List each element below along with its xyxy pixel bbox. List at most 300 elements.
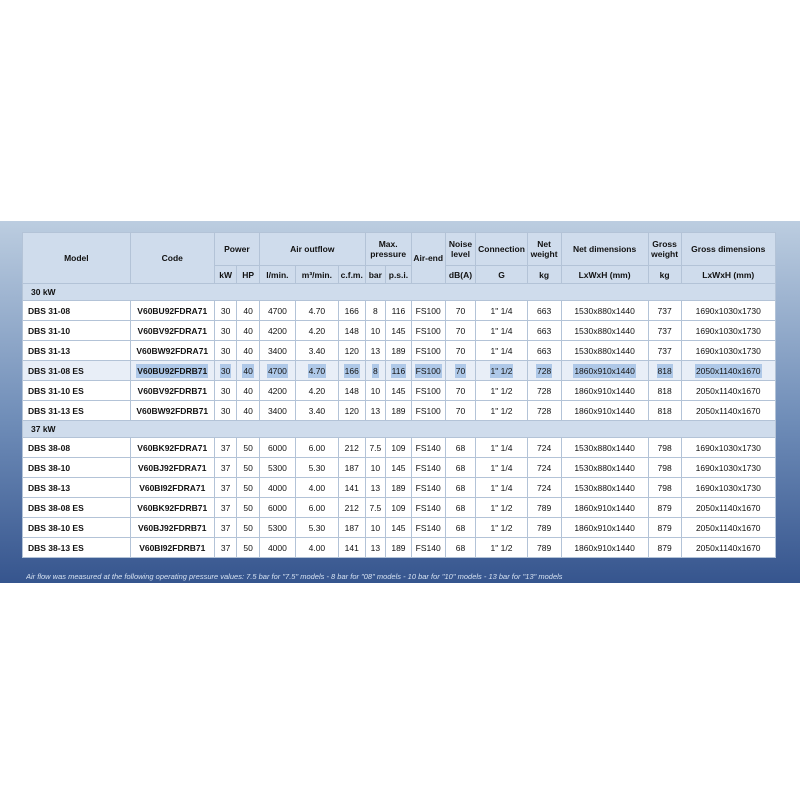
- cell-outflow-m3min: [295, 438, 338, 458]
- cell-net-weight: [527, 458, 561, 478]
- unit-bar: bar: [365, 266, 386, 284]
- table-row[interactable]: [23, 361, 776, 381]
- cell-text: 1" 1/4: [490, 325, 513, 336]
- table-row[interactable]: [23, 518, 776, 538]
- cell-text: 2050x1140x1670: [695, 385, 761, 396]
- cell-net-weight: [527, 361, 561, 381]
- cell-text: 145: [391, 325, 406, 336]
- cell-text: 6.00: [308, 442, 326, 453]
- table-row[interactable]: [23, 301, 776, 321]
- cell-gross-weight: [648, 518, 681, 538]
- cell-text: 737: [657, 325, 672, 336]
- cell-text: 30: [220, 345, 231, 356]
- cell-net-dimensions: [561, 401, 648, 421]
- cell-gross-dimensions: [681, 478, 776, 498]
- cell-text: 1530x880x1440: [574, 305, 635, 316]
- cell-text: 1860x910x1440: [574, 502, 635, 513]
- cell-text: 1530x880x1440: [574, 462, 635, 473]
- cell-noise: [445, 341, 476, 361]
- cell-pressure-psi: [386, 381, 412, 401]
- cell-text: 189: [391, 542, 406, 553]
- cell-connection: [476, 438, 527, 458]
- cell-model: [23, 321, 131, 341]
- cell-text: 10: [370, 325, 381, 336]
- cell-outflow-lmin: [259, 381, 295, 401]
- cell-text: 70: [455, 345, 466, 356]
- cell-air-end: [411, 538, 445, 558]
- cell-text: 789: [536, 542, 552, 553]
- cell-text: 37: [220, 542, 231, 553]
- cell-text: 1860x910x1440: [574, 405, 635, 416]
- table-row[interactable]: [23, 401, 776, 421]
- cell-text: 40: [243, 385, 253, 396]
- cell-text: 4.70: [308, 365, 326, 376]
- cell-text: 7.5: [369, 442, 382, 453]
- cell-outflow-m3min: [295, 381, 338, 401]
- cell-text: 7.5: [369, 502, 382, 513]
- table-row[interactable]: [23, 458, 776, 478]
- cell-text: 879: [657, 522, 672, 533]
- cell-text: DBS 31-08 ES: [28, 365, 84, 376]
- unit-lwh: LxWxH (mm): [561, 266, 648, 284]
- cell-text: V60BJ92FDRB71: [138, 522, 207, 533]
- header-connection: Connection: [476, 233, 527, 266]
- cell-text: 3.40: [308, 405, 326, 416]
- cell-text: 2050x1140x1670: [695, 542, 761, 553]
- cell-outflow-lmin: [259, 401, 295, 421]
- cell-connection: [476, 478, 527, 498]
- cell-power-kw: [214, 438, 237, 458]
- cell-pressure-bar: [365, 498, 386, 518]
- cell-text: 3400: [267, 405, 287, 416]
- cell-net-weight: [527, 478, 561, 498]
- cell-text: 663: [536, 345, 552, 356]
- cell-gross-weight: [648, 458, 681, 478]
- cell-connection: [476, 401, 527, 421]
- cell-outflow-m3min: [295, 498, 338, 518]
- cell-text: FS140: [415, 462, 441, 473]
- unit-m3min: m³/min.: [295, 266, 338, 284]
- header-noise-level: Noise level: [445, 233, 476, 266]
- header-gross-dimensions: Gross dimensions: [681, 233, 776, 266]
- cell-air-end: [411, 458, 445, 478]
- cell-text: 68: [455, 542, 466, 553]
- cell-text: FS140: [415, 442, 441, 453]
- cell-gross-weight: [648, 498, 681, 518]
- cell-text: DBS 38-08 ES: [28, 502, 84, 513]
- cell-text: 798: [657, 442, 672, 453]
- cell-text: 109: [391, 502, 406, 513]
- cell-text: 724: [536, 442, 552, 453]
- cell-text: 5300: [267, 462, 287, 473]
- cell-code: [130, 458, 214, 478]
- cell-text: 2050x1140x1670: [695, 365, 761, 376]
- unit-g: G: [476, 266, 527, 284]
- unit-kw: kW: [214, 266, 237, 284]
- cell-pressure-bar: [365, 401, 386, 421]
- cell-text: 187: [344, 462, 359, 473]
- cell-gross-dimensions: [681, 498, 776, 518]
- cell-air-end: [411, 361, 445, 381]
- cell-text: 189: [391, 482, 406, 493]
- cell-text: 187: [344, 522, 359, 533]
- cell-text: 189: [391, 405, 406, 416]
- cell-text: 30: [220, 405, 231, 416]
- header-air-end: Air-end: [411, 233, 445, 284]
- cell-text: 1690x1030x1730: [695, 345, 761, 356]
- cell-gross-dimensions: [681, 341, 776, 361]
- cell-net-weight: [527, 301, 561, 321]
- cell-power-kw: [214, 401, 237, 421]
- cell-net-dimensions: [561, 518, 648, 538]
- cell-text: 6000: [267, 502, 287, 513]
- cell-pressure-psi: [386, 341, 412, 361]
- cell-text: 1" 1/2: [490, 542, 513, 553]
- cell-model: [23, 301, 131, 321]
- cell-text: 1" 1/4: [490, 442, 513, 453]
- cell-text: 40: [243, 405, 253, 416]
- cell-power-hp: [237, 538, 260, 558]
- cell-pressure-bar: [365, 381, 386, 401]
- cell-net-weight: [527, 321, 561, 341]
- cell-text: 3400: [267, 345, 287, 356]
- cell-text: 212: [344, 442, 359, 453]
- cell-text: V60BJ92FDRA71: [138, 462, 207, 473]
- table-row[interactable]: [23, 341, 776, 361]
- cell-noise: [445, 438, 476, 458]
- cell-text: 70: [455, 305, 466, 316]
- cell-text: 70: [455, 365, 466, 376]
- cell-net-weight: [527, 518, 561, 538]
- cell-text: 68: [455, 462, 466, 473]
- cell-text: 189: [391, 345, 406, 356]
- cell-noise: [445, 458, 476, 478]
- cell-net-weight: [527, 341, 561, 361]
- cell-outflow-cfm: [338, 341, 365, 361]
- cell-text: 1860x910x1440: [574, 365, 635, 376]
- unit-kg-gross: kg: [648, 266, 681, 284]
- cell-gross-weight: [648, 321, 681, 341]
- cell-text: DBS 31-13: [28, 345, 71, 356]
- cell-text: 50: [243, 542, 253, 553]
- cell-text: 724: [536, 462, 552, 473]
- cell-noise: [445, 518, 476, 538]
- cell-text: 728: [536, 405, 552, 416]
- cell-gross-weight: [648, 341, 681, 361]
- cell-text: 145: [391, 385, 406, 396]
- cell-power-hp: [237, 381, 260, 401]
- cell-text: 4.00: [308, 482, 326, 493]
- cell-pressure-bar: [365, 518, 386, 538]
- cell-text: 4.00: [308, 542, 326, 553]
- group-label: 30 kW: [23, 284, 776, 301]
- cell-outflow-lmin: [259, 438, 295, 458]
- cell-model: [23, 401, 131, 421]
- cell-gross-dimensions: [681, 321, 776, 341]
- cell-text: 1860x910x1440: [574, 522, 635, 533]
- cell-power-hp: [237, 438, 260, 458]
- cell-model: [23, 538, 131, 558]
- cell-text: 2050x1140x1670: [695, 405, 761, 416]
- cell-text: 30: [220, 385, 231, 396]
- cell-text: 4.20: [308, 325, 326, 336]
- cell-pressure-bar: [365, 438, 386, 458]
- cell-noise: [445, 401, 476, 421]
- cell-text: 1530x880x1440: [574, 345, 635, 356]
- header-gross-weight: Gross weight: [648, 233, 681, 266]
- cell-pressure-psi: [386, 361, 412, 381]
- cell-outflow-m3min: [295, 321, 338, 341]
- cell-gross-weight: [648, 438, 681, 458]
- cell-power-hp: [237, 321, 260, 341]
- cell-gross-dimensions: [681, 518, 776, 538]
- cell-text: V60BI92FDRA71: [139, 482, 206, 493]
- cell-model: [23, 518, 131, 538]
- cell-text: FS100: [415, 385, 441, 396]
- cell-text: 1690x1030x1730: [695, 305, 761, 316]
- unit-kg: kg: [527, 266, 561, 284]
- cell-text: 212: [344, 502, 359, 513]
- table-row[interactable]: [23, 478, 776, 498]
- table-body: [23, 284, 776, 558]
- cell-outflow-cfm: [338, 478, 365, 498]
- cell-text: 663: [536, 325, 552, 336]
- cell-pressure-bar: [365, 538, 386, 558]
- cell-gross-dimensions: [681, 458, 776, 478]
- cell-text: V60BK92FDRB71: [137, 502, 208, 513]
- cell-text: 1690x1030x1730: [695, 325, 761, 336]
- header-max-pressure: Max. pressure: [365, 233, 411, 266]
- cell-air-end: [411, 498, 445, 518]
- cell-pressure-bar: [365, 301, 386, 321]
- cell-text: 1" 1/4: [490, 345, 513, 356]
- unit-psi: p.s.i.: [386, 266, 412, 284]
- cell-text: 40: [243, 305, 253, 316]
- cell-text: 68: [455, 482, 466, 493]
- cell-text: 798: [657, 462, 672, 473]
- cell-power-kw: [214, 518, 237, 538]
- unit-lmin: l/min.: [259, 266, 295, 284]
- cell-text: 8: [372, 365, 378, 376]
- cell-outflow-m3min: [295, 518, 338, 538]
- cell-air-end: [411, 321, 445, 341]
- cell-power-kw: [214, 361, 237, 381]
- cell-text: 1" 1/2: [490, 385, 513, 396]
- compressor-spec-table: [22, 232, 776, 558]
- cell-net-weight: [527, 438, 561, 458]
- cell-text: 1" 1/2: [490, 502, 513, 513]
- cell-text: 10: [370, 385, 381, 396]
- cell-text: 879: [657, 502, 672, 513]
- cell-power-hp: [237, 498, 260, 518]
- cell-text: 728: [536, 365, 552, 376]
- cell-text: 879: [657, 542, 672, 553]
- cell-text: 724: [536, 482, 552, 493]
- cell-text: 1860x910x1440: [574, 542, 635, 553]
- cell-text: 8: [372, 305, 378, 316]
- cell-code: [130, 518, 214, 538]
- cell-outflow-lmin: [259, 301, 295, 321]
- cell-text: 120: [344, 345, 359, 356]
- cell-outflow-m3min: [295, 401, 338, 421]
- cell-outflow-lmin: [259, 478, 295, 498]
- cell-text: 4700: [267, 365, 287, 376]
- cell-text: 166: [344, 365, 359, 376]
- cell-noise: [445, 321, 476, 341]
- table-row[interactable]: [23, 321, 776, 341]
- header-net-weight: Net weight: [527, 233, 561, 266]
- cell-text: 1" 1/4: [490, 482, 513, 493]
- cell-model: [23, 341, 131, 361]
- cell-text: 4200: [267, 385, 287, 396]
- cell-pressure-bar: [365, 478, 386, 498]
- unit-dba: dB(A): [445, 266, 476, 284]
- cell-text: V60BU92FDRA71: [137, 305, 208, 316]
- cell-text: 4200: [267, 325, 287, 336]
- unit-lwh-gross: LxWxH (mm): [681, 266, 776, 284]
- cell-net-dimensions: [561, 498, 648, 518]
- cell-outflow-cfm: [338, 538, 365, 558]
- cell-connection: [476, 498, 527, 518]
- cell-outflow-m3min: [295, 478, 338, 498]
- cell-outflow-cfm: [338, 321, 365, 341]
- cell-text: 145: [391, 522, 406, 533]
- cell-gross-dimensions: [681, 401, 776, 421]
- cell-text: FS100: [415, 305, 441, 316]
- group-header-row: [23, 284, 776, 301]
- cell-net-dimensions: [561, 381, 648, 401]
- cell-text: DBS 38-08: [28, 442, 71, 453]
- cell-text: 50: [243, 482, 253, 493]
- cell-text: 2050x1140x1670: [695, 502, 761, 513]
- cell-code: [130, 478, 214, 498]
- cell-text: 166: [344, 305, 359, 316]
- cell-air-end: [411, 518, 445, 538]
- cell-text: 818: [657, 405, 672, 416]
- cell-pressure-psi: [386, 301, 412, 321]
- cell-text: V60BV92FDRA71: [137, 325, 207, 336]
- cell-power-kw: [214, 498, 237, 518]
- cell-text: 40: [243, 325, 253, 336]
- cell-text: 50: [243, 462, 253, 473]
- cell-power-kw: [214, 478, 237, 498]
- table-row[interactable]: [23, 498, 776, 518]
- cell-pressure-psi: [386, 498, 412, 518]
- cell-air-end: [411, 381, 445, 401]
- cell-text: 30: [220, 365, 231, 376]
- cell-text: FS100: [415, 365, 441, 376]
- cell-text: 13: [370, 345, 381, 356]
- cell-gross-weight: [648, 538, 681, 558]
- table-row[interactable]: [23, 381, 776, 401]
- footnote: Air flow was measured at the following operating pressure values: 7.5 bar for "7.5" models - 8 bar for "08" models - 10 bar for "10" models - 13 bar for "13" models: [26, 572, 563, 581]
- cell-model: [23, 498, 131, 518]
- cell-net-dimensions: [561, 478, 648, 498]
- cell-text: FS140: [415, 542, 441, 553]
- cell-text: 13: [370, 542, 381, 553]
- cell-outflow-cfm: [338, 301, 365, 321]
- cell-text: 37: [220, 482, 231, 493]
- cell-text: 10: [370, 522, 381, 533]
- cell-text: 37: [220, 502, 231, 513]
- cell-text: 1690x1030x1730: [695, 442, 761, 453]
- cell-pressure-psi: [386, 518, 412, 538]
- cell-outflow-lmin: [259, 361, 295, 381]
- cell-net-weight: [527, 381, 561, 401]
- cell-net-dimensions: [561, 321, 648, 341]
- cell-text: 5.30: [308, 522, 326, 533]
- cell-text: 1" 1/2: [490, 522, 513, 533]
- cell-text: 50: [243, 522, 253, 533]
- cell-text: 4.70: [308, 305, 326, 316]
- table-row[interactable]: [23, 538, 776, 558]
- cell-net-weight: [527, 538, 561, 558]
- cell-outflow-lmin: [259, 321, 295, 341]
- cell-connection: [476, 321, 527, 341]
- cell-gross-weight: [648, 361, 681, 381]
- cell-text: DBS 38-10 ES: [28, 522, 84, 533]
- cell-power-kw: [214, 301, 237, 321]
- cell-text: 30: [220, 325, 231, 336]
- cell-air-end: [411, 301, 445, 321]
- cell-net-dimensions: [561, 458, 648, 478]
- cell-connection: [476, 538, 527, 558]
- cell-text: 5.30: [308, 462, 326, 473]
- cell-text: 1690x1030x1730: [695, 462, 761, 473]
- cell-text: 40: [243, 345, 253, 356]
- cell-noise: [445, 478, 476, 498]
- cell-text: 737: [657, 345, 672, 356]
- cell-pressure-bar: [365, 321, 386, 341]
- cell-text: 1530x880x1440: [574, 325, 635, 336]
- cell-text: 120: [344, 405, 359, 416]
- cell-text: 148: [344, 325, 359, 336]
- cell-text: 4.20: [308, 385, 326, 396]
- group-header-row: [23, 421, 776, 438]
- cell-air-end: [411, 401, 445, 421]
- cell-model: [23, 458, 131, 478]
- cell-net-weight: [527, 498, 561, 518]
- cell-text: 145: [391, 462, 406, 473]
- cell-gross-weight: [648, 301, 681, 321]
- cell-air-end: [411, 341, 445, 361]
- cell-outflow-cfm: [338, 361, 365, 381]
- cell-text: FS100: [415, 345, 441, 356]
- cell-text: V60BV92FDRB71: [137, 385, 207, 396]
- cell-text: 37: [220, 522, 231, 533]
- cell-code: [130, 361, 214, 381]
- header-power: Power: [214, 233, 259, 266]
- unit-cfm: c.f.m.: [338, 266, 365, 284]
- cell-text: V60BW92FDRA71: [136, 345, 209, 356]
- cell-text: V60BI92FDRB71: [139, 542, 206, 553]
- cell-text: 70: [455, 385, 466, 396]
- cell-text: 68: [455, 502, 466, 513]
- cell-text: 37: [220, 442, 231, 453]
- cell-text: 6.00: [308, 502, 326, 513]
- cell-text: 1530x880x1440: [574, 442, 635, 453]
- cell-code: [130, 341, 214, 361]
- cell-pressure-psi: [386, 478, 412, 498]
- cell-outflow-lmin: [259, 538, 295, 558]
- cell-code: [130, 401, 214, 421]
- table-row[interactable]: [23, 438, 776, 458]
- cell-text: DBS 38-10: [28, 462, 71, 473]
- cell-text: 10: [370, 462, 381, 473]
- cell-text: 116: [391, 365, 406, 376]
- cell-text: 1" 1/4: [490, 462, 513, 473]
- cell-text: DBS 31-13 ES: [28, 405, 84, 416]
